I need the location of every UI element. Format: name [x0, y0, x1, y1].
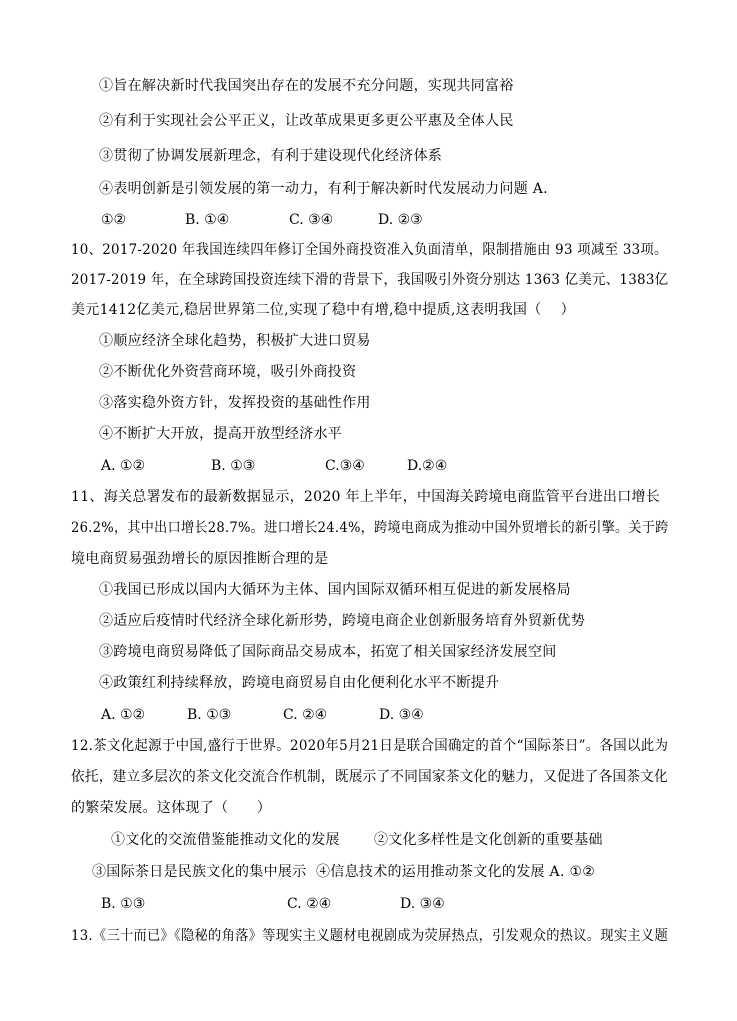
q13-stem-line-1: 13.《三十而已》《隐秘的角落》等现实主义题材电视剧成为荧屏热点，引发观众的热议。现实主义题 [71, 928, 668, 944]
q12-option-b: B. ①③ [101, 896, 146, 912]
q10-option-a: A. ①② [101, 458, 146, 474]
q12-option-c: C. ②④ [287, 896, 332, 912]
q10-stem-line-1: 10、2017-2020 年我国连续四年修订全国外商投资准入负面清单，限制措施由 93 项减至 33项。 [71, 242, 668, 258]
q11-stem-line-3: 境电商贸易强劲增长的原因推断合理的是 [71, 551, 329, 567]
q10-option-d: D.②④ [407, 458, 448, 474]
q9-option-b: B. ①④ [185, 212, 230, 228]
q11-stem-line-1: 11、海关总署发布的最新数据显示，2020 年上半年，中国海关跨境电商监管平台进出口增长 [71, 489, 661, 505]
q11-option-c: C. ②④ [283, 707, 328, 723]
q10-option-c: C.③④ [325, 458, 365, 474]
q10-option-b: B. ①③ [211, 458, 256, 474]
q10-item-4: ④不断扩大开放，提高开放型经济水平 [99, 426, 343, 442]
q11-stem-line-2: 26.2%，其中出口增长28.7%。进口增长24.4%，跨境电商成为推动中国外贸增长的新引擎。关于跨 [71, 520, 669, 536]
q10-item-2: ②不断优化外资营商环境，吸引外商投资 [99, 364, 357, 380]
q12-stem-line-2: 依托，建立多层次的茶文化交流合作机制，既展示了不同国家茶文化的魅力，又促进了各国茶文化 [71, 769, 669, 785]
q10-item-1: ①顺应经济全球化趋势，积极扩大进口贸易 [99, 333, 371, 349]
q9-item-2: ②有利于实现社会公平正义，让改革成果更多更公平惠及全体人民 [99, 113, 514, 129]
q12-item-3: ③国际茶日是民族文化的集中展示 [92, 864, 307, 880]
q12-stem-line-3: 的繁荣发展。这体现了（ ） [71, 800, 272, 816]
q9-option-d: D. ②③ [378, 212, 423, 228]
q10-stem-line-2: 2017-2019 年，在全球跨国投资连续下滑的背景下，我国吸引外资分别达 1363 亿美元、1383亿 [71, 272, 669, 288]
q9-item-1: ①旨在解决新时代我国突出存在的发展不充分问题，实现共同富裕 [99, 78, 514, 94]
q9-option-c: C. ③④ [289, 212, 334, 228]
q10-stem-line-3: 美元1412亿美元,稳居世界第二位,实现了稳中有增,稳中提质,这表明我国（ ） [71, 302, 575, 318]
q10-item-3: ③落实稳外资方针，发挥投资的基础性作用 [99, 395, 371, 411]
q11-option-b: B. ①③ [187, 707, 232, 723]
q11-option-d: D. ③④ [379, 707, 424, 723]
q12-item-4: ④信息技术的运用推动茶文化的发展 A. ①② [316, 864, 596, 880]
q9-item-4: ④表明创新是引领发展的第一动力，有利于解决新时代发展动力问题 A. [99, 181, 548, 197]
q11-item-3: ③跨境电商贸易降低了国际商品交易成本，拓宽了相关国家经济发展空间 [99, 644, 557, 660]
q9-item-3: ③贯彻了协调发展新理念，有利于建设现代化经济体系 [99, 148, 443, 164]
q11-option-a: A. ①② [101, 707, 146, 723]
q9-option-a: ①② [101, 212, 127, 228]
q11-item-4: ④政策红利持续释放，跨境电商贸易自由化便利化水平不断提升 [99, 675, 500, 691]
q12-option-d: D. ③④ [400, 896, 445, 912]
q12-item-2: ②文化多样性是文化创新的重要基础 [374, 832, 603, 848]
q11-item-1: ①我国已形成以国内大循环为主体、国内国际双循环相互促进的新发展格局 [99, 582, 571, 598]
q11-item-2: ②适应后疫情时代经济全球化新形势，跨境电商企业创新服务培育外贸新优势 [99, 613, 586, 629]
q12-item-1: ①文化的交流借鉴能推动文化的发展 [111, 832, 340, 848]
q12-stem-line-1: 12.茶文化起源于中国,盛行于世界。2020年5月21日是联合国确定的首个“国际茶日”。各国以此为 [71, 738, 669, 754]
